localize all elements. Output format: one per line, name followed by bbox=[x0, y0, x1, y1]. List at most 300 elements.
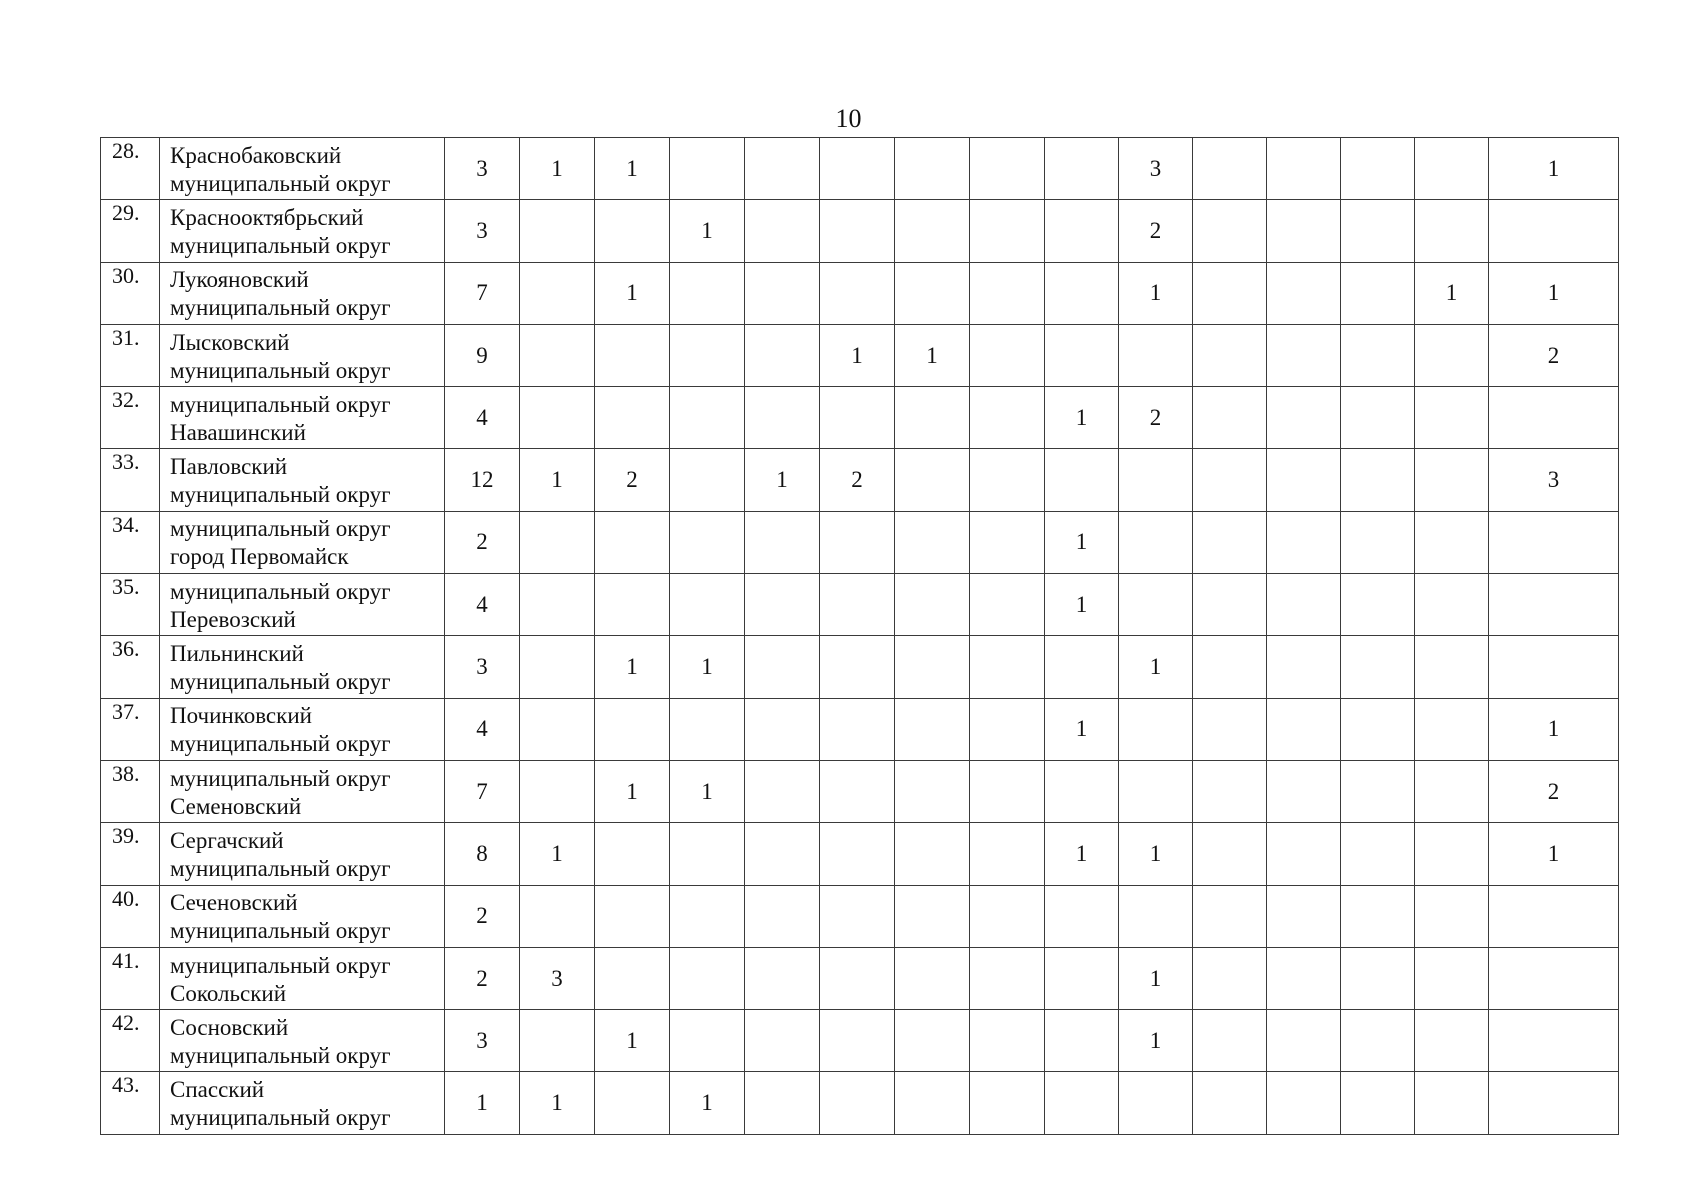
value-cell bbox=[1415, 138, 1489, 200]
table-row bbox=[101, 324, 1619, 386]
row-number-cell: 43. bbox=[101, 1072, 160, 1134]
value-cell bbox=[1193, 574, 1267, 636]
value-cell bbox=[970, 449, 1045, 511]
value-cell bbox=[820, 885, 895, 947]
total-value-cell: 3 bbox=[445, 138, 520, 200]
value-cell: 1 bbox=[1415, 262, 1489, 324]
district-name-line: муниципальный округ bbox=[170, 952, 391, 978]
district-name-line: Перевозский bbox=[170, 606, 296, 632]
value-cell bbox=[1341, 200, 1415, 262]
district-name-cell bbox=[160, 449, 445, 511]
value-cell: 1 bbox=[820, 324, 895, 386]
value-cell bbox=[520, 200, 595, 262]
table-row bbox=[101, 262, 1619, 324]
value-cell bbox=[670, 262, 745, 324]
value-cell bbox=[745, 138, 820, 200]
table-row bbox=[101, 138, 1619, 200]
value-cell bbox=[1415, 636, 1489, 698]
value-cell bbox=[895, 636, 970, 698]
value-cell bbox=[895, 823, 970, 885]
value-cell bbox=[1415, 574, 1489, 636]
value-cell bbox=[970, 1072, 1045, 1134]
row-number-cell: 41. bbox=[101, 947, 160, 1009]
value-cell bbox=[1415, 449, 1489, 511]
value-cell bbox=[745, 324, 820, 386]
district-name-line: Краснобаковский bbox=[170, 142, 342, 168]
total-value-cell: 2 bbox=[445, 885, 520, 947]
value-cell: 1 bbox=[1045, 387, 1119, 449]
value-cell bbox=[1267, 138, 1341, 200]
district-name-cell bbox=[160, 947, 445, 1009]
value-cell bbox=[1267, 262, 1341, 324]
total-value-cell: 4 bbox=[445, 698, 520, 760]
value-cell bbox=[1267, 511, 1341, 573]
value-cell bbox=[895, 200, 970, 262]
value-cell bbox=[1415, 1072, 1489, 1134]
value-cell bbox=[745, 947, 820, 1009]
total-value-cell: 7 bbox=[445, 262, 520, 324]
value-cell: 2 bbox=[1119, 200, 1193, 262]
value-cell bbox=[1045, 885, 1119, 947]
district-name-line: муниципальный округ bbox=[170, 1042, 391, 1068]
value-cell bbox=[1267, 760, 1341, 822]
value-cell bbox=[1415, 324, 1489, 386]
value-cell: 1 bbox=[520, 449, 595, 511]
value-cell bbox=[1119, 1072, 1193, 1134]
table-row bbox=[101, 636, 1619, 698]
value-cell bbox=[595, 698, 670, 760]
value-cell bbox=[1341, 1072, 1415, 1134]
value-cell: 1 bbox=[1045, 823, 1119, 885]
value-cell bbox=[895, 947, 970, 1009]
total-value-cell: 12 bbox=[445, 449, 520, 511]
value-cell bbox=[1267, 449, 1341, 511]
table-body bbox=[101, 138, 1619, 1135]
value-cell bbox=[1267, 823, 1341, 885]
value-cell bbox=[895, 387, 970, 449]
value-cell bbox=[970, 698, 1045, 760]
table-row bbox=[101, 200, 1619, 262]
value-cell bbox=[1489, 636, 1619, 698]
value-cell bbox=[520, 1010, 595, 1072]
value-cell bbox=[1193, 947, 1267, 1009]
district-name-line: муниципальный округ bbox=[170, 765, 391, 791]
value-cell: 2 bbox=[595, 449, 670, 511]
value-cell bbox=[595, 823, 670, 885]
district-name-line: Семеновский bbox=[170, 793, 302, 819]
value-cell bbox=[1489, 885, 1619, 947]
value-cell bbox=[1341, 760, 1415, 822]
value-cell: 1 bbox=[520, 823, 595, 885]
value-cell bbox=[1489, 574, 1619, 636]
value-cell: 1 bbox=[1119, 947, 1193, 1009]
district-name-line: Сокольский bbox=[170, 980, 287, 1006]
value-cell bbox=[745, 885, 820, 947]
value-cell: 1 bbox=[595, 760, 670, 822]
district-name-line: Навашинский bbox=[170, 419, 306, 445]
value-cell bbox=[1193, 1072, 1267, 1134]
value-cell bbox=[520, 262, 595, 324]
value-cell bbox=[1341, 636, 1415, 698]
value-cell bbox=[745, 823, 820, 885]
value-cell: 3 bbox=[1119, 138, 1193, 200]
row-number-cell: 29. bbox=[101, 200, 160, 262]
value-cell: 1 bbox=[1489, 698, 1619, 760]
total-value-cell: 1 bbox=[445, 1072, 520, 1134]
district-name-line: Лысковский bbox=[170, 329, 290, 355]
row-number-cell: 42. bbox=[101, 1010, 160, 1072]
district-name-line: Сеченовский bbox=[170, 890, 298, 916]
value-cell bbox=[520, 885, 595, 947]
district-name-cell bbox=[160, 885, 445, 947]
value-cell bbox=[745, 262, 820, 324]
value-cell bbox=[820, 1072, 895, 1134]
district-name-line: Сосновский bbox=[170, 1014, 289, 1040]
value-cell bbox=[745, 698, 820, 760]
value-cell bbox=[520, 698, 595, 760]
district-name-line: муниципальный округ bbox=[170, 170, 391, 196]
value-cell bbox=[820, 262, 895, 324]
district-name-line: муниципальный округ bbox=[170, 578, 391, 604]
value-cell bbox=[1045, 262, 1119, 324]
value-cell bbox=[895, 449, 970, 511]
value-cell bbox=[1267, 387, 1341, 449]
value-cell bbox=[745, 200, 820, 262]
district-name-line: Сергачский bbox=[170, 827, 284, 853]
value-cell bbox=[1415, 511, 1489, 573]
value-cell: 1 bbox=[1489, 823, 1619, 885]
district-name-line: Павловский bbox=[170, 454, 288, 480]
value-cell bbox=[1193, 636, 1267, 698]
value-cell bbox=[520, 574, 595, 636]
value-cell bbox=[1045, 1072, 1119, 1134]
table-row bbox=[101, 760, 1619, 822]
district-name-line: Пильнинский bbox=[170, 641, 304, 667]
district-name-cell bbox=[160, 636, 445, 698]
value-cell bbox=[1415, 387, 1489, 449]
value-cell: 1 bbox=[1119, 636, 1193, 698]
district-name-cell bbox=[160, 698, 445, 760]
value-cell: 3 bbox=[520, 947, 595, 1009]
district-name-line: муниципальный округ bbox=[170, 669, 391, 695]
district-name-line: муниципальный округ bbox=[170, 918, 391, 944]
value-cell bbox=[820, 138, 895, 200]
value-cell bbox=[1267, 324, 1341, 386]
value-cell bbox=[1341, 511, 1415, 573]
district-name-line: муниципальный округ bbox=[170, 855, 391, 881]
value-cell bbox=[970, 823, 1045, 885]
value-cell bbox=[1415, 760, 1489, 822]
value-cell bbox=[1267, 698, 1341, 760]
table-row bbox=[101, 823, 1619, 885]
value-cell bbox=[1045, 449, 1119, 511]
value-cell bbox=[745, 387, 820, 449]
district-name-line: муниципальный округ bbox=[170, 516, 391, 542]
value-cell bbox=[1415, 698, 1489, 760]
value-cell bbox=[1045, 636, 1119, 698]
value-cell bbox=[820, 574, 895, 636]
district-name-line: муниципальный округ bbox=[170, 357, 391, 383]
table-row bbox=[101, 574, 1619, 636]
value-cell bbox=[1045, 1010, 1119, 1072]
value-cell bbox=[1415, 885, 1489, 947]
district-name-cell bbox=[160, 511, 445, 573]
value-cell bbox=[1415, 947, 1489, 1009]
value-cell bbox=[1193, 324, 1267, 386]
value-cell: 1 bbox=[520, 1072, 595, 1134]
table-row bbox=[101, 698, 1619, 760]
value-cell bbox=[820, 511, 895, 573]
value-cell bbox=[595, 1072, 670, 1134]
district-name-line: муниципальный округ bbox=[170, 391, 391, 417]
value-cell bbox=[820, 947, 895, 1009]
value-cell bbox=[670, 947, 745, 1009]
value-cell bbox=[1489, 1072, 1619, 1134]
value-cell bbox=[1045, 324, 1119, 386]
total-value-cell: 2 bbox=[445, 511, 520, 573]
value-cell bbox=[970, 200, 1045, 262]
district-name-line: муниципальный округ bbox=[170, 482, 391, 508]
value-cell: 1 bbox=[745, 449, 820, 511]
value-cell bbox=[1341, 387, 1415, 449]
value-cell bbox=[820, 636, 895, 698]
value-cell bbox=[670, 138, 745, 200]
total-value-cell: 3 bbox=[445, 200, 520, 262]
value-cell bbox=[1119, 574, 1193, 636]
value-cell: 1 bbox=[595, 1010, 670, 1072]
value-cell bbox=[520, 636, 595, 698]
value-cell bbox=[970, 574, 1045, 636]
value-cell bbox=[895, 511, 970, 573]
value-cell bbox=[1341, 574, 1415, 636]
value-cell bbox=[1489, 1010, 1619, 1072]
value-cell bbox=[1267, 947, 1341, 1009]
row-number-cell: 34. bbox=[101, 511, 160, 573]
value-cell bbox=[745, 511, 820, 573]
value-cell: 1 bbox=[1489, 138, 1619, 200]
district-statistics-table bbox=[100, 137, 1619, 1135]
total-value-cell: 8 bbox=[445, 823, 520, 885]
total-value-cell: 4 bbox=[445, 574, 520, 636]
district-name-line: муниципальный округ bbox=[170, 295, 391, 321]
value-cell bbox=[595, 324, 670, 386]
district-name-line: муниципальный округ bbox=[170, 232, 391, 258]
value-cell bbox=[670, 574, 745, 636]
value-cell bbox=[1267, 200, 1341, 262]
value-cell bbox=[1193, 200, 1267, 262]
value-cell bbox=[895, 698, 970, 760]
value-cell bbox=[670, 698, 745, 760]
value-cell bbox=[895, 574, 970, 636]
value-cell bbox=[895, 885, 970, 947]
district-name-cell bbox=[160, 324, 445, 386]
value-cell bbox=[670, 885, 745, 947]
value-cell bbox=[1045, 760, 1119, 822]
district-name-line: Спасский bbox=[170, 1077, 265, 1103]
value-cell bbox=[1119, 698, 1193, 760]
value-cell: 2 bbox=[1489, 324, 1619, 386]
district-name-cell bbox=[160, 823, 445, 885]
value-cell bbox=[1489, 200, 1619, 262]
value-cell bbox=[1267, 574, 1341, 636]
value-cell: 1 bbox=[670, 1072, 745, 1134]
district-name-line: Краснооктябрьский bbox=[170, 204, 364, 230]
value-cell: 1 bbox=[1489, 262, 1619, 324]
value-cell: 1 bbox=[670, 200, 745, 262]
value-cell bbox=[970, 324, 1045, 386]
value-cell: 2 bbox=[820, 449, 895, 511]
value-cell bbox=[745, 760, 820, 822]
value-cell bbox=[1119, 511, 1193, 573]
value-cell bbox=[970, 947, 1045, 1009]
value-cell bbox=[970, 387, 1045, 449]
value-cell: 1 bbox=[1045, 511, 1119, 573]
total-value-cell: 3 bbox=[445, 636, 520, 698]
value-cell: 1 bbox=[1119, 1010, 1193, 1072]
value-cell bbox=[1045, 200, 1119, 262]
value-cell bbox=[595, 947, 670, 1009]
value-cell: 1 bbox=[1119, 823, 1193, 885]
table-row bbox=[101, 1010, 1619, 1072]
district-name-line: город Первомайск bbox=[170, 544, 349, 570]
value-cell bbox=[895, 760, 970, 822]
value-cell bbox=[520, 324, 595, 386]
value-cell bbox=[820, 1010, 895, 1072]
value-cell bbox=[520, 511, 595, 573]
value-cell: 3 bbox=[1489, 449, 1619, 511]
value-cell bbox=[970, 138, 1045, 200]
value-cell bbox=[1193, 138, 1267, 200]
table-row bbox=[101, 885, 1619, 947]
value-cell bbox=[1267, 1010, 1341, 1072]
value-cell bbox=[1193, 823, 1267, 885]
district-name-line: Лукояновский bbox=[170, 267, 309, 293]
district-name-cell bbox=[160, 262, 445, 324]
value-cell bbox=[1193, 698, 1267, 760]
value-cell bbox=[670, 324, 745, 386]
value-cell bbox=[1415, 823, 1489, 885]
total-value-cell: 4 bbox=[445, 387, 520, 449]
value-cell bbox=[895, 1072, 970, 1134]
row-number-cell: 39. bbox=[101, 823, 160, 885]
value-cell bbox=[1119, 324, 1193, 386]
value-cell bbox=[1341, 947, 1415, 1009]
row-number-cell: 28. bbox=[101, 138, 160, 200]
value-cell bbox=[820, 823, 895, 885]
district-name-cell bbox=[160, 1010, 445, 1072]
value-cell: 1 bbox=[670, 636, 745, 698]
value-cell bbox=[745, 1072, 820, 1134]
value-cell: 1 bbox=[595, 262, 670, 324]
value-cell bbox=[1193, 449, 1267, 511]
table-row bbox=[101, 947, 1619, 1009]
value-cell bbox=[1267, 636, 1341, 698]
value-cell bbox=[595, 387, 670, 449]
value-cell: 1 bbox=[895, 324, 970, 386]
value-cell: 2 bbox=[1489, 760, 1619, 822]
total-value-cell: 3 bbox=[445, 1010, 520, 1072]
value-cell bbox=[895, 262, 970, 324]
table-row bbox=[101, 511, 1619, 573]
value-cell bbox=[820, 387, 895, 449]
row-number-cell: 33. bbox=[101, 449, 160, 511]
row-number-cell: 32. bbox=[101, 387, 160, 449]
value-cell bbox=[1341, 823, 1415, 885]
value-cell bbox=[970, 885, 1045, 947]
district-name-line: Починковский bbox=[170, 703, 312, 729]
value-cell bbox=[595, 885, 670, 947]
value-cell bbox=[670, 823, 745, 885]
table-row bbox=[101, 449, 1619, 511]
value-cell: 1 bbox=[520, 138, 595, 200]
district-name-cell bbox=[160, 138, 445, 200]
row-number-cell: 31. bbox=[101, 324, 160, 386]
value-cell bbox=[970, 636, 1045, 698]
value-cell: 1 bbox=[1119, 262, 1193, 324]
value-cell bbox=[1341, 1010, 1415, 1072]
value-cell bbox=[970, 760, 1045, 822]
value-cell bbox=[970, 511, 1045, 573]
value-cell bbox=[820, 698, 895, 760]
value-cell bbox=[1193, 511, 1267, 573]
total-value-cell: 2 bbox=[445, 947, 520, 1009]
value-cell bbox=[970, 262, 1045, 324]
value-cell bbox=[670, 449, 745, 511]
district-name-cell bbox=[160, 574, 445, 636]
table-row bbox=[101, 387, 1619, 449]
value-cell bbox=[1415, 200, 1489, 262]
value-cell bbox=[1045, 947, 1119, 1009]
value-cell bbox=[820, 760, 895, 822]
total-value-cell: 9 bbox=[445, 324, 520, 386]
row-number-cell: 36. bbox=[101, 636, 160, 698]
district-name-cell bbox=[160, 1072, 445, 1134]
value-cell bbox=[895, 1010, 970, 1072]
value-cell: 1 bbox=[670, 760, 745, 822]
row-number-cell: 30. bbox=[101, 262, 160, 324]
row-number-cell: 35. bbox=[101, 574, 160, 636]
row-number-cell: 40. bbox=[101, 885, 160, 947]
value-cell bbox=[1119, 760, 1193, 822]
value-cell bbox=[1415, 1010, 1489, 1072]
value-cell bbox=[1489, 387, 1619, 449]
value-cell bbox=[1193, 885, 1267, 947]
value-cell bbox=[745, 1010, 820, 1072]
value-cell bbox=[1193, 760, 1267, 822]
value-cell bbox=[1193, 387, 1267, 449]
value-cell bbox=[970, 1010, 1045, 1072]
value-cell bbox=[1119, 885, 1193, 947]
value-cell bbox=[670, 387, 745, 449]
value-cell bbox=[520, 760, 595, 822]
value-cell bbox=[1489, 511, 1619, 573]
district-name-cell bbox=[160, 387, 445, 449]
district-name-cell bbox=[160, 200, 445, 262]
total-value-cell: 7 bbox=[445, 760, 520, 822]
value-cell bbox=[1341, 262, 1415, 324]
value-cell bbox=[820, 200, 895, 262]
value-cell bbox=[745, 636, 820, 698]
value-cell: 1 bbox=[595, 636, 670, 698]
value-cell bbox=[1341, 138, 1415, 200]
value-cell bbox=[1341, 324, 1415, 386]
value-cell bbox=[1341, 449, 1415, 511]
value-cell bbox=[1267, 885, 1341, 947]
page-number: 10 bbox=[835, 104, 862, 133]
district-name-line: муниципальный округ bbox=[170, 731, 391, 757]
value-cell bbox=[520, 387, 595, 449]
value-cell bbox=[1193, 1010, 1267, 1072]
